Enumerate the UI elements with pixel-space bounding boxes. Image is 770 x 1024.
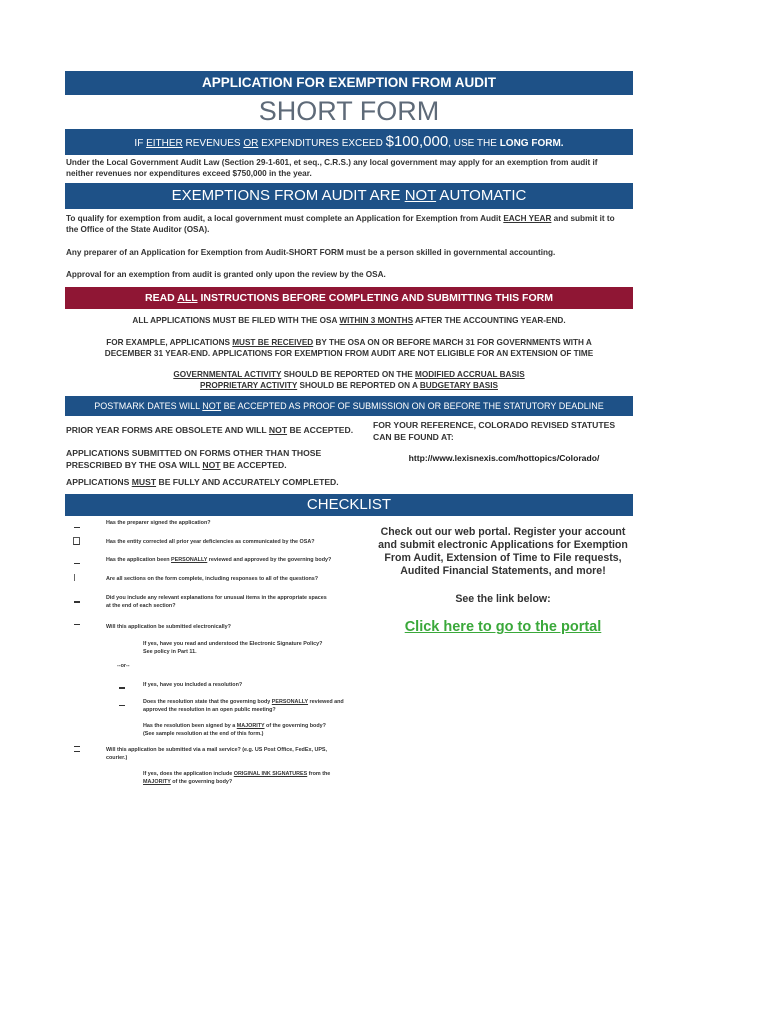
checklist-subitem: Does the resolution state that the governing body PERSONALLY reviewed and approved the resolution in an open public meeting? [143, 699, 344, 713]
other-forms-text: APPLICATIONS SUBMITTED ON FORMS OTHER THAN THOSE PRESCRIBED BY THE OSA WILL NOT BE ACCEPTED. [66, 448, 322, 470]
basis-text: GOVERNMENTAL ACTIVITY SHOULD BE REPORTED ON THE MODIFIED ACCRUAL BASIS PROPRIETARY ACTIVITY SHOULD BE REPORTED ON A BUDGETARY BASIS [173, 370, 525, 390]
preparer-text: Any preparer of an Application for Exemption from Audit-SHORT FORM must be a person skilled in governmental accounting. [66, 248, 556, 257]
checklist-subitem: If yes, have you read and understood the Electronic Signature Policy? See policy in Part 11. [143, 641, 323, 655]
filing-example: FOR EXAMPLE, APPLICATIONS MUST BE RECEIVED BY THE OSA ON OR BEFORE MARCH 31 FOR GOVERNMENTS WITH A DECEMBER 31 YEAR-END. APPLICATIONS FOR EXEMPTION FROM AUDIT ARE NOT ELIGIBLE FOR AN EXTENSION OF TIME [104, 338, 594, 358]
checklist-item: Did you include any relevant explanations for unusual items in the appropriate spaces at the end of each section? [106, 595, 327, 609]
checklist-box[interactable] [74, 527, 80, 528]
prior-year-text: PRIOR YEAR FORMS ARE OBSOLETE AND WILL NOT BE ACCEPTED. [66, 425, 354, 435]
statutes-link[interactable]: http://www.lexisnexis.com/hottopics/Colorado/ [408, 453, 600, 463]
checklist-box[interactable] [119, 705, 125, 706]
checklist-box-underline [74, 751, 80, 752]
portal-promo: Check out our web portal. Register your account and submit electronic Applications for Exemption From Audit, Extension of Time to File requests, Audited Financial Statements, and more! [378, 526, 628, 577]
reference-text: FOR YOUR REFERENCE, COLORADO REVISED STATUTES CAN BE FOUND AT: [373, 420, 616, 442]
must-complete-text: APPLICATIONS MUST BE FULLY AND ACCURATELY COMPLETED. [66, 477, 339, 487]
instructions-banner: READ ALL INSTRUCTIONS BEFORE COMPLETING AND SUBMITTING THIS FORM [65, 287, 633, 309]
checklist-item: Will this application be submitted via a mail service? (e.g. US Post Office, FedEx, UPS, courier.) [106, 747, 328, 761]
checklist-item: Has the preparer signed the application? [106, 520, 211, 526]
checklist-box[interactable] [74, 563, 80, 564]
approval-text: Approval for an exemption from audit is granted only upon the review by the OSA. [66, 270, 386, 279]
checklist-item: Are all sections on the form complete, including responses to all of the questions? [106, 576, 319, 582]
or-divider: --or-- [117, 663, 130, 669]
checklist-box[interactable] [74, 601, 80, 603]
checklist-subitem: If yes, does the application include ORIGINAL INK SIGNATURES from the MAJORITY of the governing body? [143, 771, 331, 785]
checklist-item: Has the entity corrected all prior year deficiencies as communicated by the OSA? [106, 539, 315, 545]
checklist-banner: CHECKLIST [65, 494, 633, 516]
checklist-box[interactable] [74, 574, 75, 581]
checklist-box[interactable] [73, 537, 80, 545]
checklist-box[interactable] [119, 687, 125, 689]
see-link-label: See the link below: [455, 593, 551, 605]
portal-link[interactable]: Click here to go to the portal [404, 619, 602, 635]
checklist-subitem: If yes, have you included a resolution? [143, 682, 243, 688]
qualify-text: To qualify for exemption from audit, a local government must complete an Application for Exemption from Audit EACH YEAR and submit it to the Office of the State Auditor (OSA). [66, 214, 615, 234]
filing-deadline: ALL APPLICATIONS MUST BE FILED WITH THE OSA WITHIN 3 MONTHS AFTER THE ACCOUNTING YEAR-END. [132, 316, 566, 325]
intro-text: Under the Local Government Audit Law (Section 29-1-601, et seq., C.R.S.) any local government may apply for an exemption from audit if neither revenues nor expenditures exceed $750,000 in the year. [66, 158, 598, 178]
checklist-item: Has the application been PERSONALLY reviewed and approved by the governing body? [106, 557, 332, 563]
checklist-box[interactable] [74, 746, 80, 747]
not-automatic-banner: EXEMPTIONS FROM AUDIT ARE NOT AUTOMATIC [65, 183, 633, 209]
postmark-banner: POSTMARK DATES WILL NOT BE ACCEPTED AS PROOF OF SUBMISSION ON OR BEFORE THE STATUTORY DEADLINE [65, 396, 633, 416]
checklist-subitem: Has the resolution been signed by a MAJORITY of the governing body? (See sample resolution at the end of this form.) [143, 723, 326, 737]
checklist-box[interactable] [74, 624, 80, 625]
form-title: APPLICATION FOR EXEMPTION FROM AUDIT [65, 71, 633, 95]
checklist-item: Will this application be submitted electronically? [106, 624, 231, 630]
form-subtitle: SHORT FORM [258, 96, 440, 126]
threshold-banner: IF EITHER REVENUES OR EXPENDITURES EXCEED $100,000, USE THE LONG FORM. [65, 129, 633, 155]
